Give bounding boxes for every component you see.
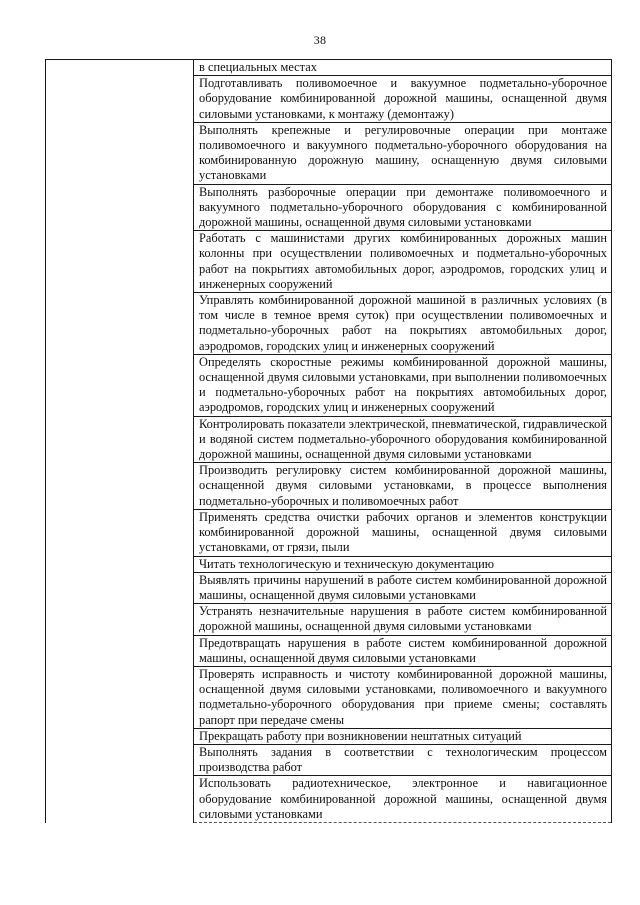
table-row: Применять средства очистки рабочих органов и элементов конструкции комбинированной дорожной машины, оснащенной двумя силовыми установками, от грязи, пыли xyxy=(194,510,611,557)
table-row: Выявлять причины нарушений в работе систем комбинированной дорожной машины, оснащенной двумя силовыми установками xyxy=(194,573,611,604)
table-row: Выполнять крепежные и регулировочные операции при монтаже поливомоечного и вакуумного подметально-уборочного оборудования на комбинированную дорожную машину, оснащенную двумя силовыми установками xyxy=(194,123,611,185)
table-row: Определять скоростные режимы комбинированной дорожной машины, оснащенной двумя силовыми установками, при выполнении поливомоечных и подметально-уборочных работ на покрытиях автомобильных дорог, аэродромов, городских улиц и инженерных сооружений xyxy=(194,355,611,417)
table-row: Использовать радиотехническое, электронное и навигационное оборудование комбинированной дорожной машины, оснащенной двумя силовыми установками xyxy=(194,776,611,823)
table-row: Прекращать работу при возникновении нештатных ситуаций xyxy=(194,729,611,745)
page-number: 38 xyxy=(313,33,327,47)
table-row: Устранять незначительные нарушения в работе систем комбинированной дорожной машины, оснащенной двумя силовыми установками xyxy=(194,604,611,635)
table-row: Выполнять задания в соответствии с технологическим процессом производства работ xyxy=(194,745,611,776)
table-row: Проверять исправность и чистоту комбинированной дорожной машины, оснащенной двумя силовыми установками, поливомоечного и вакуумного подметально-уборочного оборудования при приеме смены; составлять рапорт при передаче смены xyxy=(194,667,611,729)
skills-cell xyxy=(194,60,612,823)
table-row: Читать технологическую и техническую документацию xyxy=(194,557,611,573)
table-row: Управлять комбинированной дорожной машиной в различных условиях (в том числе в темное время суток) при осуществлении поливомоечных и подметально-уборочных работ на покрытиях автомобильных дорог, аэродромов, городских улиц и инженерных сооружений xyxy=(194,293,611,355)
table-row: Производить регулировку систем комбинированной дорожной машины, оснащенной двумя силовыми установками, в процессе выполнения подметально-уборочных и поливомоечных работ xyxy=(194,463,611,510)
table-row: в специальных местах xyxy=(194,60,611,76)
table-row: Работать с машинистами других комбинированных дорожных машин колонны при осуществлении поливомоечных и подметально-уборочных работ на покрытиях автомобильных дорог, аэродромов, городских улиц и инженерных сооружений xyxy=(194,231,611,293)
table-row: Контролировать показатели электрической, пневматической, гидравлической и водяной систем подметально-уборочного оборудования комбинированной дорожной машины, оснащенной двумя силовыми установками xyxy=(194,417,611,464)
table-label-cell xyxy=(46,60,194,823)
skills-table xyxy=(45,59,612,823)
table-row: Выполнять разборочные операции при демонтаже поливомоечного и вакуумного подметально-уборочного оборудования с комбинированной дорожной машины, оснащенной двумя силовыми установками xyxy=(194,185,611,232)
table-row: Предотвращать нарушения в работе систем комбинированной дорожной машины, оснащенной двумя силовыми установками xyxy=(194,636,611,667)
table-row: Подготавливать поливомоечное и вакуумное подметально-уборочное оборудование комбинированной дорожной машины, оснащенной двумя силовыми установками, к монтажу (демонтажу) xyxy=(194,76,611,123)
